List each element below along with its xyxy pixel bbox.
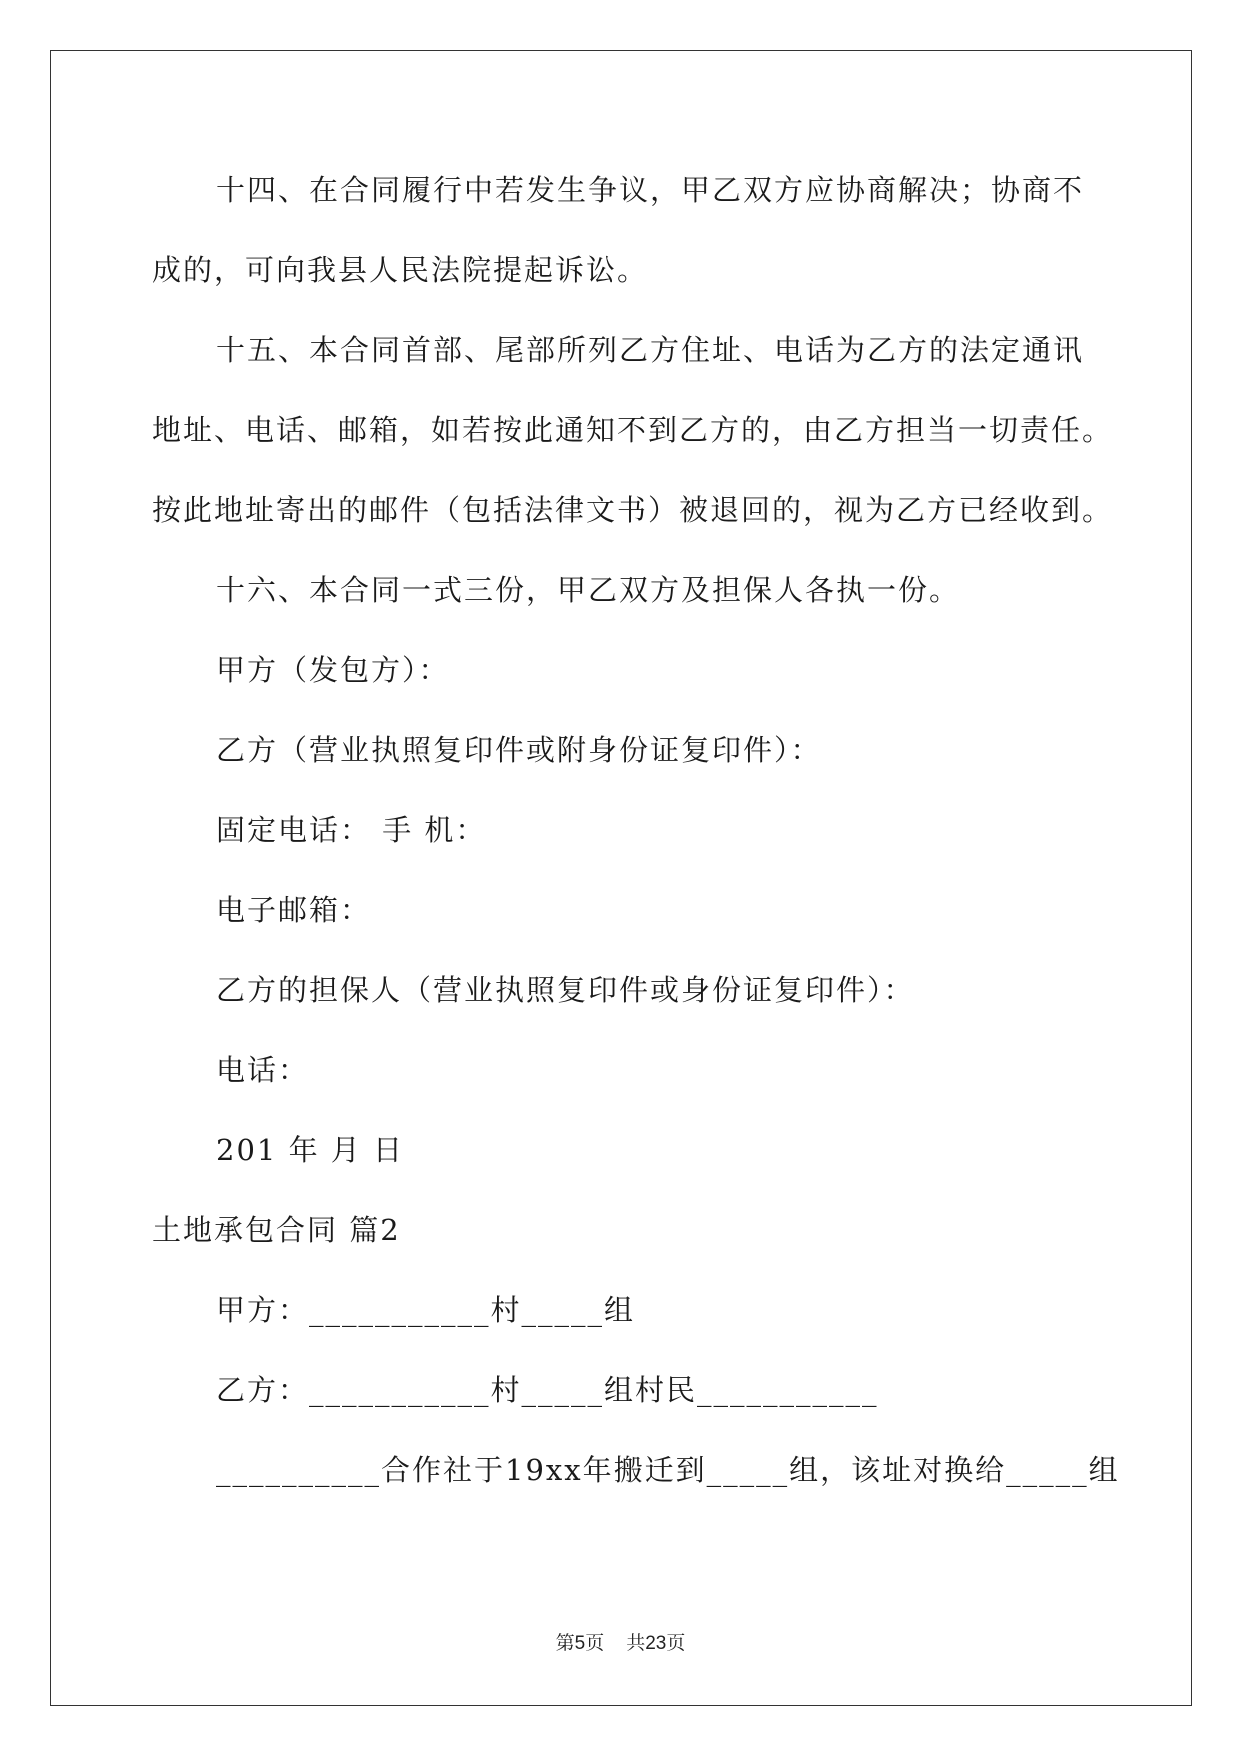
footer-page-prefix: 第 — [555, 1633, 575, 1654]
email-label: 电子邮箱： — [216, 893, 372, 927]
footer-total-prefix: 共 — [626, 1633, 646, 1654]
party-a-label: 甲方（发包方）： — [216, 653, 450, 687]
clause-14-line-2: 成的，可向我县人民法院提起诉讼。 — [152, 253, 649, 287]
date-line: 201 年 月 日 — [216, 1133, 405, 1167]
clause-16: 十六、本合同一式三份，甲乙双方及担保人各执一份。 — [216, 573, 961, 607]
clause-15-line-3: 按此地址寄出的邮件（包括法律文书）被退回的，视为乙方已经收到。 — [152, 493, 1114, 527]
footer-page-suffix: 页 — [585, 1633, 605, 1654]
phone-label: 固定电话： 手 机： — [216, 813, 487, 847]
clause-15-line-2: 地址、电话、邮箱，如若按此通知不到乙方的，由乙方担当一切责任。 — [152, 413, 1114, 447]
clause-14-line-1: 十四、在合同履行中若发生争议，甲乙双方应协商解决；协商不 — [216, 173, 1085, 207]
footer-page-number: 5 — [574, 1633, 586, 1654]
contract-2-party-a: 甲方：___________村_____组 — [216, 1293, 636, 1327]
guarantor-label: 乙方的担保人（营业执照复印件或身份证复印件）： — [216, 973, 915, 1007]
page-footer — [0, 1632, 1241, 1656]
footer-total-pages: 23 — [645, 1633, 667, 1654]
contract-2-body-line-1: __________合作社于19xx年搬迁到_____组，该址对换给_____组 — [216, 1453, 1120, 1487]
contract-2-party-b: 乙方：___________村_____组村民___________ — [216, 1373, 879, 1407]
section-heading: 土地承包合同 篇2 — [152, 1213, 401, 1247]
guarantor-phone-label: 电话： — [216, 1053, 310, 1087]
clause-15-line-1: 十五、本合同首部、尾部所列乙方住址、电话为乙方的法定通讯 — [216, 333, 1085, 367]
party-b-label: 乙方（营业执照复印件或附身份证复印件）： — [216, 733, 822, 767]
footer-total-suffix: 页 — [666, 1633, 686, 1654]
